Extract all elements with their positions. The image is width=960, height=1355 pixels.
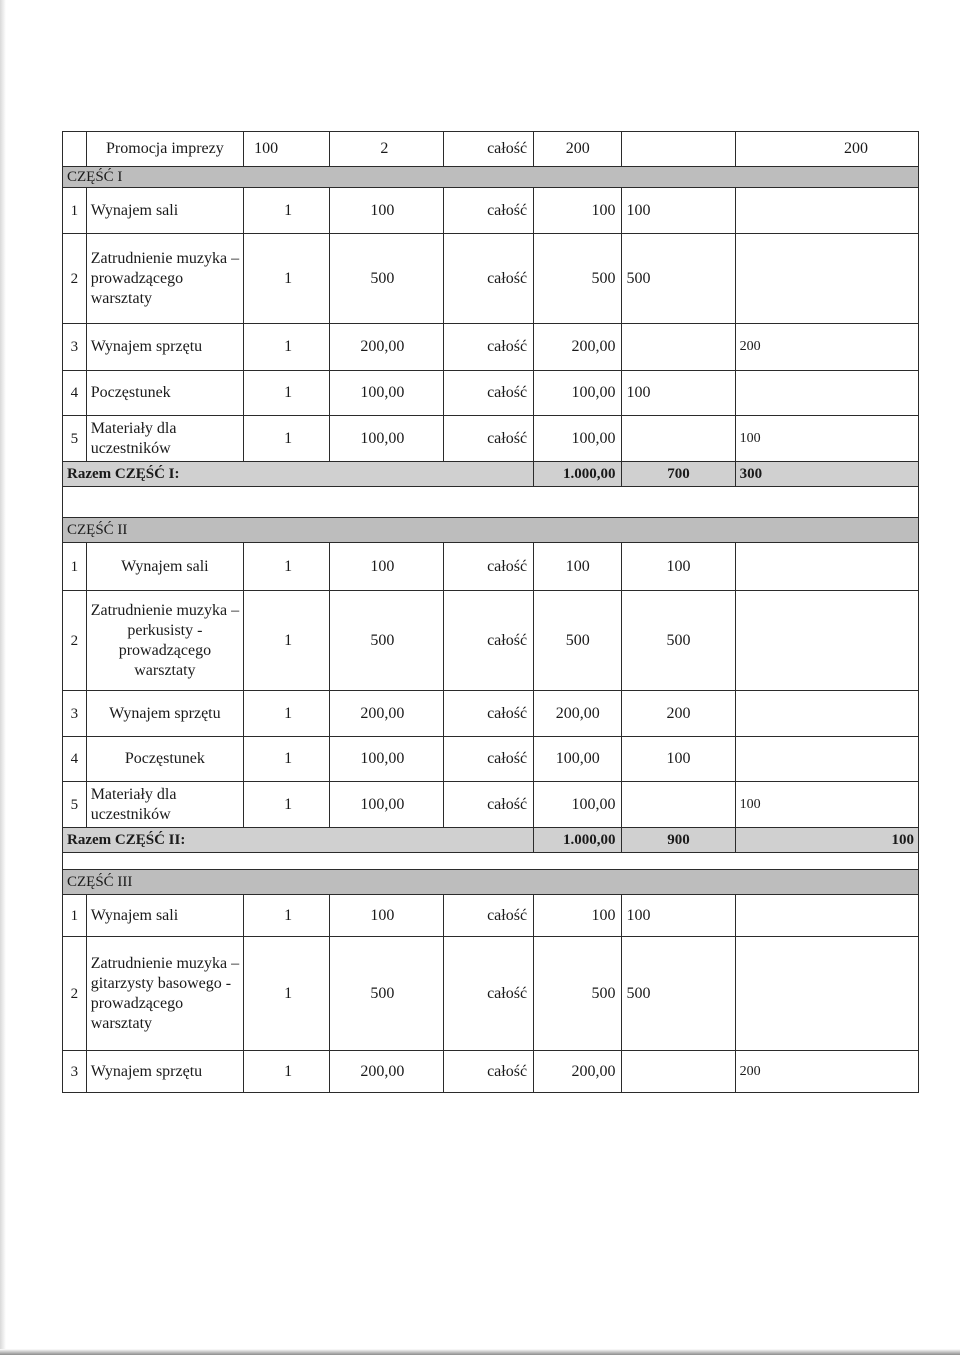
unit: całość (443, 1051, 534, 1093)
row-number: 1 (63, 895, 87, 937)
qty-cell: 100 (244, 132, 330, 167)
total-cell: 200 (534, 132, 622, 167)
unit: całość (443, 371, 534, 416)
total: 100,00 (534, 737, 622, 782)
qty: 1 (244, 691, 330, 737)
row-number: 1 (63, 543, 87, 591)
unit: całość (443, 937, 534, 1051)
row-number: 5 (63, 782, 87, 828)
total: 100 (534, 188, 622, 234)
spacer-row (63, 487, 919, 518)
price: 100,00 (330, 416, 443, 462)
col-a: 500 (622, 234, 735, 324)
price: 100 (330, 895, 443, 937)
row-number-cell (63, 132, 87, 167)
qty: 1 (244, 416, 330, 462)
item-name: Wynajem sali (86, 895, 243, 937)
row-number: 2 (63, 591, 87, 691)
col-a: 100 (622, 543, 735, 591)
table-row (63, 371, 919, 416)
section-header-row (63, 167, 919, 188)
summary-col-a: 900 (622, 828, 735, 853)
summary-col-b: 300 (735, 462, 918, 487)
col-a: 200 (622, 691, 735, 737)
item-name: Wynajem sali (86, 543, 243, 591)
table-row (63, 132, 919, 167)
col-b: 100 (735, 782, 918, 828)
price: 100,00 (330, 737, 443, 782)
item-name: Zatrudnienie muzyka –perkusisty -prowadzącego warsztaty (86, 591, 243, 691)
item-name: Materiały dla uczestników (86, 416, 243, 462)
row-number: 4 (63, 737, 87, 782)
qty: 1 (244, 188, 330, 234)
table-row (63, 1051, 919, 1093)
total: 100,00 (534, 371, 622, 416)
price: 100,00 (330, 371, 443, 416)
col-a (622, 324, 735, 371)
col-b (735, 691, 918, 737)
qty: 1 (244, 543, 330, 591)
table-row (63, 188, 919, 234)
price: 200,00 (330, 1051, 443, 1093)
row-number: 2 (63, 234, 87, 324)
price: 500 (330, 937, 443, 1051)
price: 200,00 (330, 324, 443, 371)
price: 100 (330, 543, 443, 591)
section-header-row (63, 870, 919, 895)
qty: 1 (244, 324, 330, 371)
col-a (622, 782, 735, 828)
price: 500 (330, 591, 443, 691)
unit: całość (443, 324, 534, 371)
row-number: 1 (63, 188, 87, 234)
col-a: 100 (622, 737, 735, 782)
unit: całość (443, 737, 534, 782)
row-number: 5 (63, 416, 87, 462)
price-cell: 2 (330, 132, 443, 167)
section-header-part3: CZĘŚĆ III (63, 870, 919, 895)
item-name: Wynajem sprzętu (86, 324, 243, 371)
budget-table (62, 131, 919, 1093)
summary-col-a: 700 (622, 462, 735, 487)
table-row (63, 937, 919, 1051)
spacer-row (63, 853, 919, 870)
total: 100 (534, 895, 622, 937)
summary-row (63, 462, 919, 487)
total: 100,00 (534, 782, 622, 828)
item-name: Wynajem sprzętu (86, 1051, 243, 1093)
col-a: 500 (622, 591, 735, 691)
total: 500 (534, 937, 622, 1051)
col-b (735, 937, 918, 1051)
unit: całość (443, 416, 534, 462)
col-a: 100 (622, 188, 735, 234)
total: 200,00 (534, 324, 622, 371)
table-row (63, 895, 919, 937)
total: 500 (534, 591, 622, 691)
budget-table-wrapper (62, 131, 919, 1093)
price: 100,00 (330, 782, 443, 828)
col-b (735, 234, 918, 324)
table-row (63, 416, 919, 462)
summary-col-b: 100 (735, 828, 918, 853)
qty: 1 (244, 895, 330, 937)
item-name-cell: Promocja imprezy (86, 132, 243, 167)
row-number: 3 (63, 1051, 87, 1093)
item-name: Wynajem sprzętu (86, 691, 243, 737)
item-name: Poczęstunek (86, 737, 243, 782)
item-name: Materiały dla uczestników (86, 782, 243, 828)
qty: 1 (244, 591, 330, 691)
unit-cell: całość (443, 132, 534, 167)
qty: 1 (244, 782, 330, 828)
col-b (735, 737, 918, 782)
table-row (63, 737, 919, 782)
col-b: 200 (735, 324, 918, 371)
col-b: 100 (735, 416, 918, 462)
col-b (735, 371, 918, 416)
row-number: 4 (63, 371, 87, 416)
section-header-part2: CZĘŚĆ II (63, 518, 919, 543)
table-row (63, 324, 919, 371)
qty: 1 (244, 937, 330, 1051)
col-a: 100 (622, 895, 735, 937)
col-a-cell (622, 132, 735, 167)
unit: całość (443, 591, 534, 691)
summary-label: Razem CZĘŚĆ I: (63, 462, 534, 487)
item-name: Wynajem sali (86, 188, 243, 234)
unit: całość (443, 188, 534, 234)
price: 200,00 (330, 691, 443, 737)
scan-edge-left (0, 0, 6, 1355)
unit: całość (443, 543, 534, 591)
section-header-row (63, 518, 919, 543)
unit: całość (443, 895, 534, 937)
total: 100 (534, 543, 622, 591)
unit: całość (443, 691, 534, 737)
price: 500 (330, 234, 443, 324)
col-b (735, 188, 918, 234)
price: 100 (330, 188, 443, 234)
section-header-part1: CZĘŚĆ I (63, 167, 919, 188)
col-a: 100 (622, 371, 735, 416)
summary-total: 1.000,00 (534, 462, 622, 487)
col-a (622, 416, 735, 462)
col-b: 200 (735, 1051, 918, 1093)
col-b (735, 895, 918, 937)
col-a (622, 1051, 735, 1093)
col-a: 500 (622, 937, 735, 1051)
col-b (735, 543, 918, 591)
unit: całość (443, 782, 534, 828)
summary-total: 1.000,00 (534, 828, 622, 853)
table-row (63, 782, 919, 828)
table-row (63, 591, 919, 691)
total: 100,00 (534, 416, 622, 462)
total: 500 (534, 234, 622, 324)
qty: 1 (244, 737, 330, 782)
row-number: 3 (63, 324, 87, 371)
unit: całość (443, 234, 534, 324)
table-row (63, 234, 919, 324)
row-number: 3 (63, 691, 87, 737)
total: 200,00 (534, 1051, 622, 1093)
scan-edge-bottom (0, 1349, 960, 1355)
total: 200,00 (534, 691, 622, 737)
col-b-cell: 200 (735, 132, 918, 167)
qty: 1 (244, 371, 330, 416)
item-name: Poczęstunek (86, 371, 243, 416)
table-row (63, 691, 919, 737)
col-b (735, 591, 918, 691)
qty: 1 (244, 1051, 330, 1093)
item-name: Zatrudnienie muzyka – prowadzącego warsztaty (86, 234, 243, 324)
row-number: 2 (63, 937, 87, 1051)
qty: 1 (244, 234, 330, 324)
item-name: Zatrudnienie muzyka –gitarzysty basowego -prowadzącego warsztaty (86, 937, 243, 1051)
summary-label: Razem CZĘŚĆ II: (63, 828, 534, 853)
summary-row (63, 828, 919, 853)
table-row (63, 543, 919, 591)
